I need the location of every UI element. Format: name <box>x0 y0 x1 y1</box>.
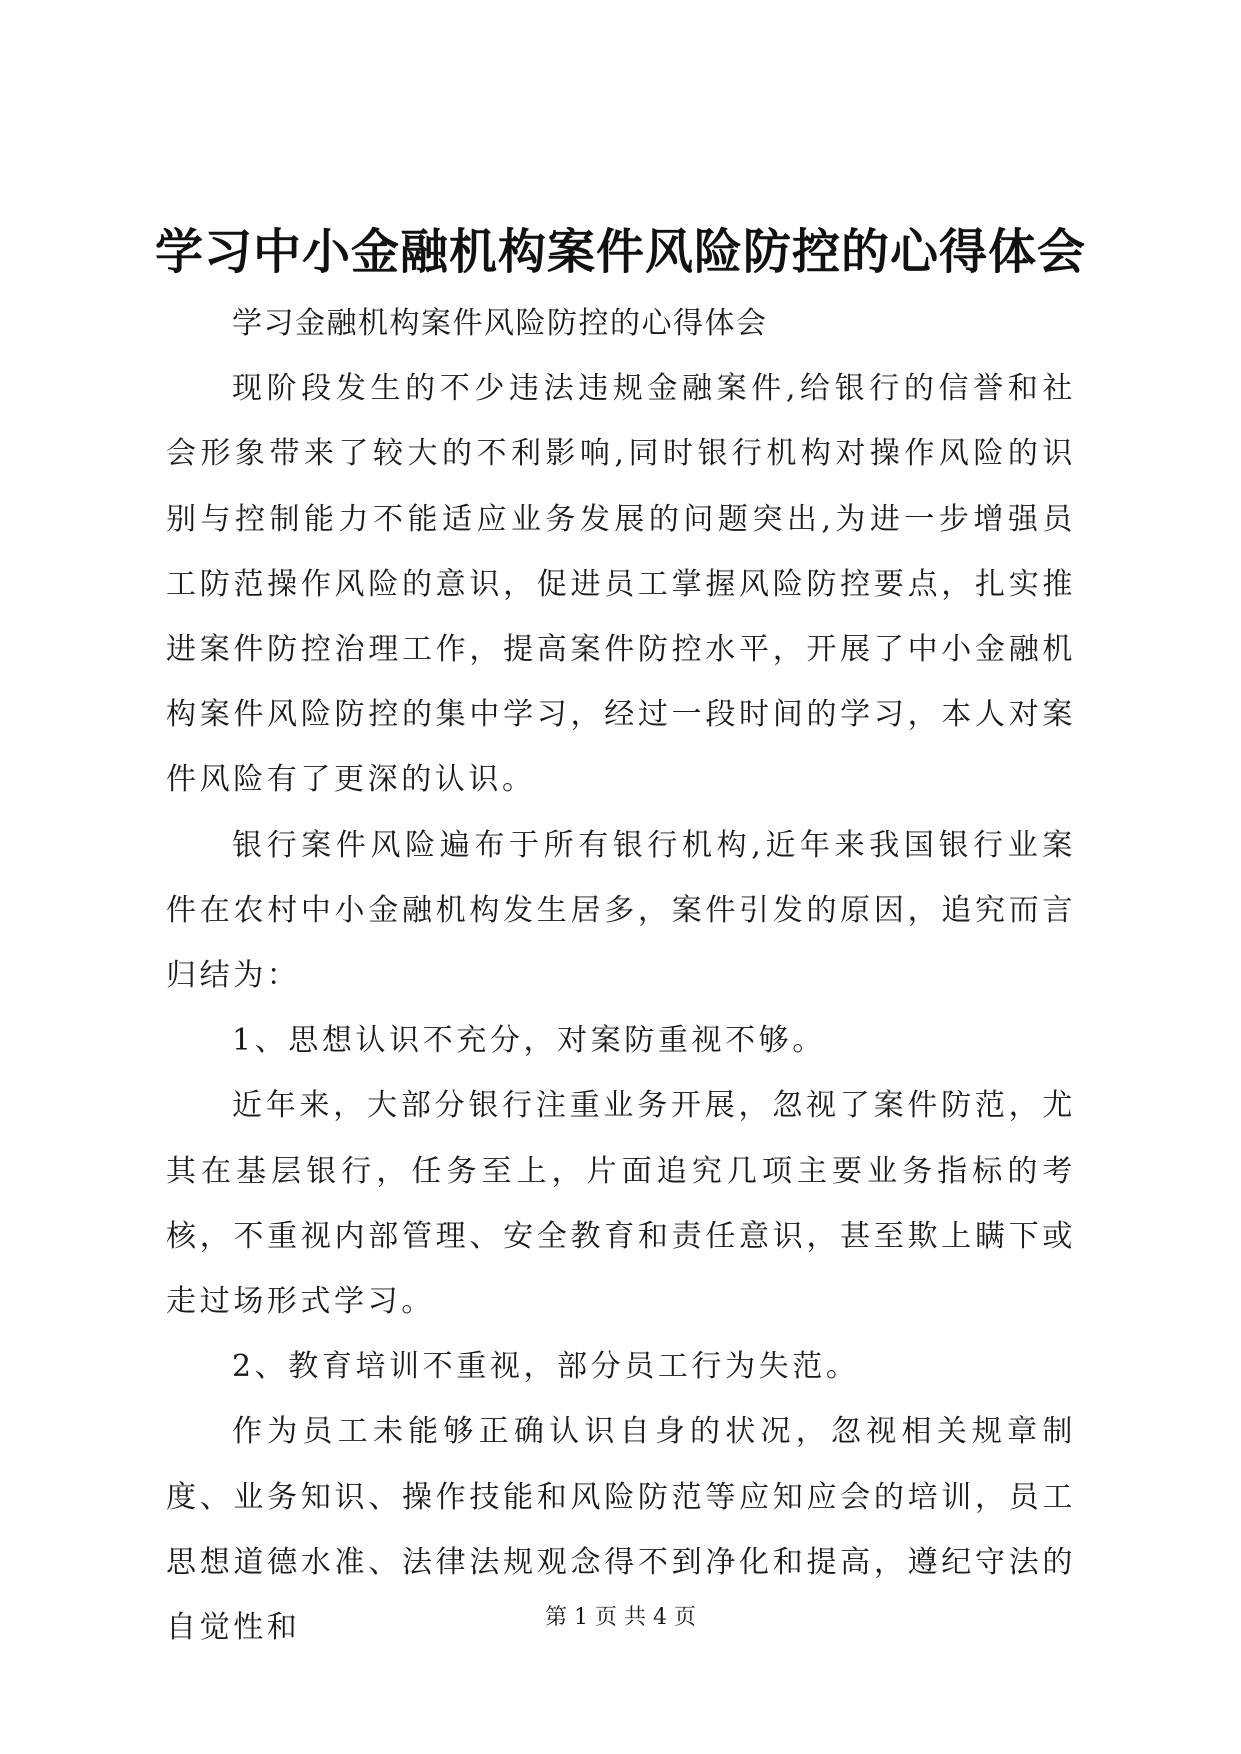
document-body <box>166 291 1076 1660</box>
document-title: 学习中小金融机构案件风险防控的心得体会 <box>154 224 1086 280</box>
section-heading: 1、思想认识不充分，对案防重视不够。 <box>232 1023 826 1059</box>
section-heading: 2、教育培训不重视，部分员工行为失范。 <box>232 1349 860 1385</box>
body-paragraph: 银行案件风险遍布于所有银行机构,近年来我国银行业案件在农村中小金融机构发生居多，案件引发的原因，追究而言归结为： <box>166 827 1076 994</box>
document-subtitle: 学习金融机构案件风险防控的心得体会 <box>232 306 768 341</box>
body-paragraph: 现阶段发生的不少违法违规金融案件,给银行的信誉和社会形象带来了较大的不利影响,同时银行机构对操作风险的识别与控制能力不能适应业务发展的问题突出,为进一步增强员工防范操作风险的意识，促进员工掌握风险防控要点，扎实推进案件防控治理工作，提高案件防控水平，开展了中小金融机构案件风险防控的集中学习，经过一段时间的学习，本人对案件风险有了更深的认识。 <box>166 371 1076 798</box>
page-footer: 第 1 页 共 4 页 <box>545 1605 696 1630</box>
body-paragraph: 近年来，大部分银行注重业务开展，忽视了案件防范，尤其在基层银行，任务至上，片面追究几项主要业务指标的考核，不重视内部管理、安全教育和责任意识，甚至欺上瞒下或走过场形式学习。 <box>166 1088 1076 1320</box>
body-paragraph: 作为员工未能够正确认识自身的状况，忽视相关规章制度、业务知识、操作技能和风险防范等应知应会的培训，员工思想道德水准、法律法规观念得不到净化和提高，遵纪守法的自觉性和 <box>166 1414 1076 1646</box>
